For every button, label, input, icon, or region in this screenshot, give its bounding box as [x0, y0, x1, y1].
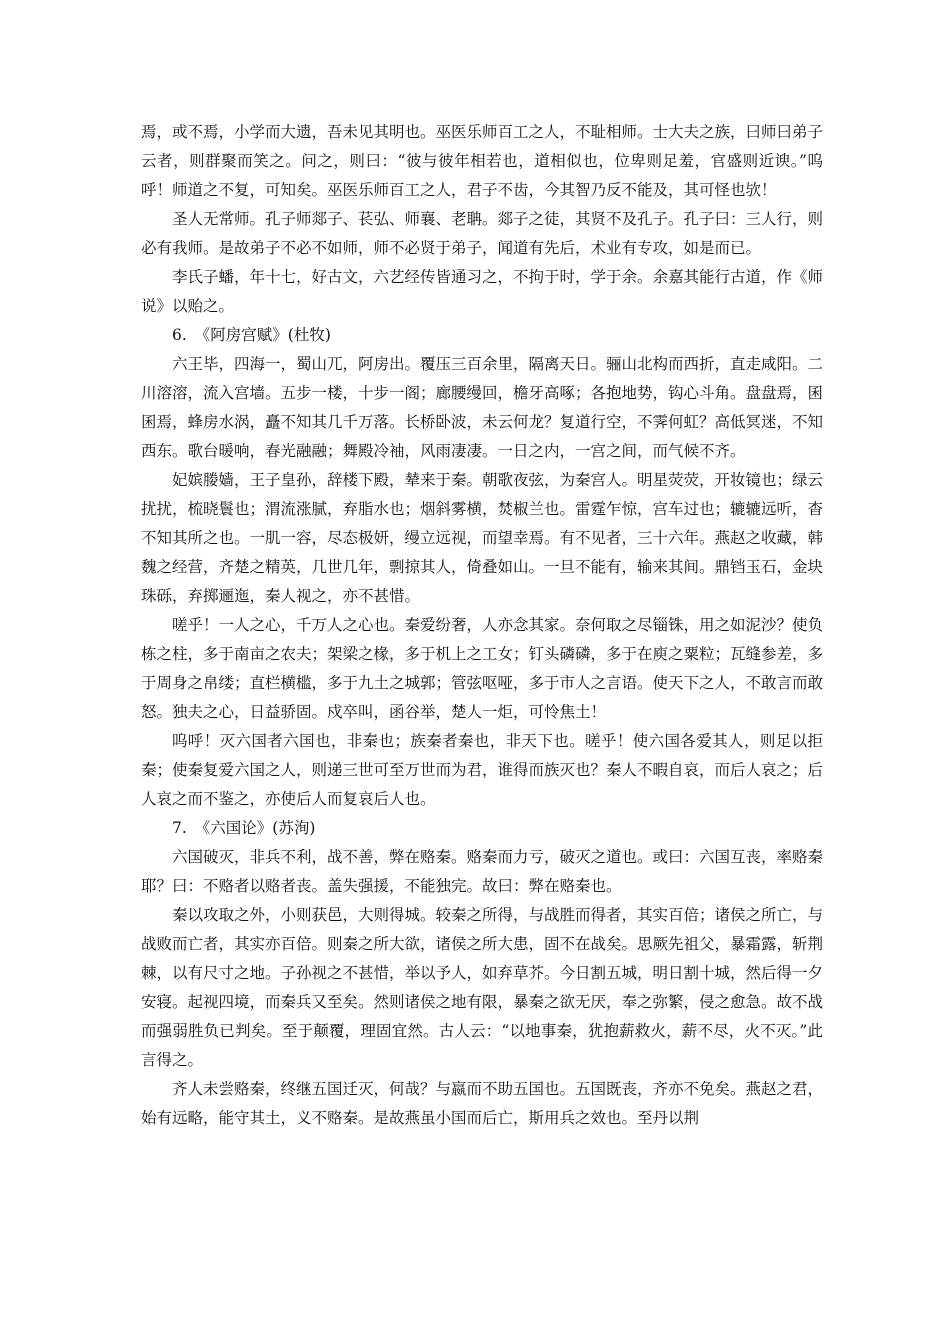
paragraph-li-shi-zi-pan: 李氏子蟠，年十七，好古文，六艺经传皆通习之，不拘于时，学于余。余嘉其能行古道，作《师说》以贻之。: [141, 268, 824, 315]
paragraph-jie-hu: 嗟乎！一人之心，千万人之心也。秦爱纷奢，人亦念其家。奈何取之尽锱铢，用之如泥沙？使负栋之柱，多于南亩之农夫；架梁之椽，多于机上之工女；钉头磷磷，多于在庾之粟粒；瓦缝参差，多于周身之帛缕；直栏横槛，多于九土之城郭；管弦呕哑，多于市人之言语。使天下之人，不敢言而敢怒。独夫之心，日益骄固。戍卒叫，函谷举，楚人一炬，可怜焦土！: [141, 616, 824, 721]
paragraph-liu-guo-po-mie: 六国破灭，非兵不利，战不善，弊在赂秦。赂秦而力亏，破灭之道也。或曰：六国互丧，率赂秦耶？曰：不赂者以赂者丧。盖失强援，不能独完。故曰：弊在赂秦也。: [141, 848, 824, 895]
paragraph-sheng-ren: 圣人无常师。孔子师郯子、苌弘、师襄、老聃。郯子之徒，其贤不及孔子。孔子曰：三人行，则必有我师。是故弟子不必不如师，师不必贤于弟子，闻道有先后，术业有专攻，如是而已。: [141, 210, 824, 257]
paragraph-wu-hu: 呜呼！灭六国者六国也，非秦也；族秦者秦也，非天下也。嗟乎！使六国各爱其人，则足以拒秦；使秦复爱六国之人，则递三世可至万世而为君，谁得而族灭也？秦人不暇自哀，而后人哀之；后人哀之而不鉴之，亦使后人而复哀后人也。: [141, 732, 824, 808]
section-title: 《六国论》(苏洵): [194, 819, 316, 837]
paragraph-shi-shuo-continued: 焉，或不焉，小学而大遗，吾未见其明也。巫医乐师百工之人，不耻相师。士大夫之族，曰师曰弟子云者，则群聚而笑之。问之，则曰：“彼与彼年相若也，道相似也，位卑则足羞，官盛则近谀。”呜呼！师道之不复，可知矣。巫医乐师百工之人，君子不齿，今其智乃反不能及，其可怪也欤！: [141, 123, 824, 199]
paragraph-qin-yi-gong-qu: 秦以攻取之外，小则获邑，大则得城。较秦之所得，与战胜而得者，其实百倍；诸侯之所亡，与战败而亡者，其实亦百倍。则秦之所大欲，诸侯之所大患，固不在战矣。思厥先祖父，暴霜露，斩荆棘，以有尺寸之地。子孙视之不甚惜，举以予人，如弃草芥。今日割五城，明日割十城，然后得一夕安寝。起视四境，而秦兵又至矣。然则诸侯之地有限，暴秦之欲无厌，奉之弥繁，侵之愈急。故不战而强弱胜负已判矣。至于颠覆，理固宜然。古人云：“以地事秦，犹抱薪救火，薪不尽，火不灭。”此言得之。: [141, 906, 824, 1069]
section-heading-6: [141, 321, 823, 350]
section-number: 6.: [172, 326, 187, 344]
section-number: 7.: [172, 819, 187, 837]
section-heading-7: [141, 814, 823, 843]
paragraph-fei-pin: 妃嫔媵嫱，王子皇孙，辞楼下殿，辇来于秦。朝歌夜弦，为秦宫人。明星荧荧，开妆镜也；绿云扰扰，梳晓鬟也；渭流涨腻，弃脂水也；烟斜雾横，焚椒兰也。雷霆乍惊，宫车过也；辘辘远听，杳不知其所之也。一肌一容，尽态极妍，缦立远视，而望幸焉。有不见者，三十六年。燕赵之收藏，韩魏之经营，齐楚之精英，几世几年，剽掠其人，倚叠如山。一旦不能有，输来其间。鼎铛玉石，金块珠砾，弃掷逦迤，秦人视之，亦不甚惜。: [141, 471, 824, 605]
paragraph-liu-wang-bi: 六王毕，四海一，蜀山兀，阿房出。覆压三百余里，隔离天日。骊山北构而西折，直走咸阳。二川溶溶，流入宫墙。五步一楼，十步一阁；廊腰缦回，檐牙高啄；各抱地势，钩心斗角。盘盘焉，囷囷焉，蜂房水涡，矗不知其几千万落。长桥卧波，未云何龙？复道行空，不霁何虹？高低冥迷，不知西东。歌台暖响，春光融融；舞殿冷袖，风雨凄凄。一日之内，一宫之间，而气候不齐。: [141, 355, 824, 460]
document-page: [141, 118, 823, 1133]
paragraph-qi-ren: 齐人未尝赂秦，终继五国迁灭，何哉？与嬴而不助五国也。五国既丧，齐亦不免矣。燕赵之君，始有远略，能守其土，义不赂秦。是故燕虽小国而后亡，斯用兵之效也。至丹以荆: [141, 1080, 824, 1127]
section-title: 《阿房宫赋》(杜牧): [194, 326, 331, 344]
